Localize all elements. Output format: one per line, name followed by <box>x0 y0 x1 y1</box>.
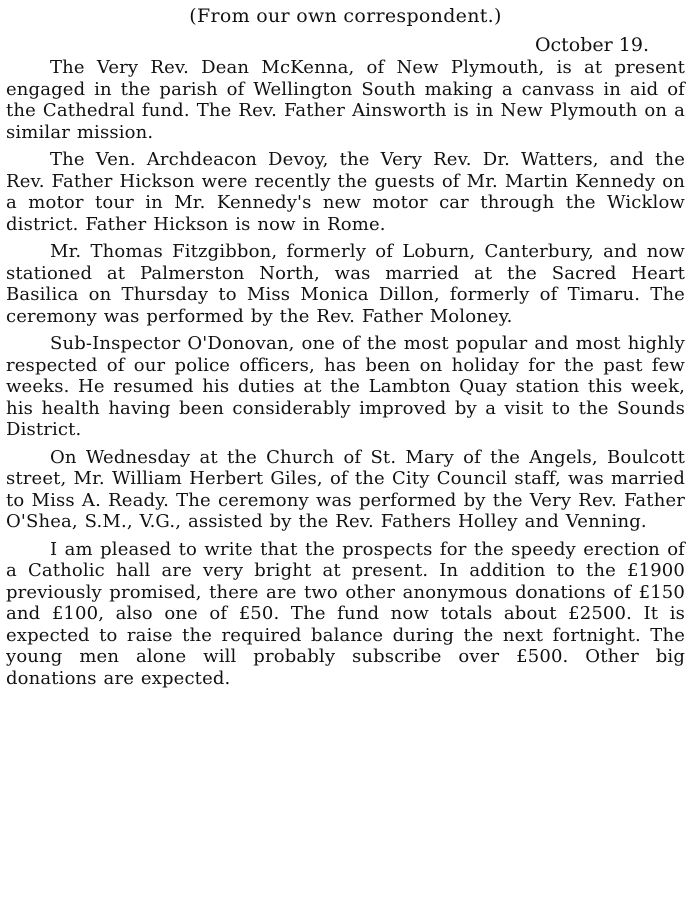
byline: (From our own correspondent.) <box>189 5 502 27</box>
paragraph-sub-inspector: Sub-Inspector O'Donovan, one of the most popular and most highly respected of our police officers, has been on holiday for the past few weeks. He resumed his duties at the Lambton Quay station this week, his health having been considerably improved by a visit to the Sounds District. <box>6 333 685 440</box>
paragraph-giles-wedding: On Wednesday at the Church of St. Mary of the Angels, Boulcott street, Mr. William Herbert Giles, of the City Council staff, was married to Miss A. Ready. The ceremony was performed by the Very Rev. Father O'Shea, S.M., V.G., assisted by the Rev. Fathers Holley and Venning. <box>6 446 685 532</box>
paragraph-motor-tour: The Ven. Archdeacon Devoy, the Very Rev. Dr. Watters, and the Rev. Father Hickson were recently the guests of Mr. Martin Kennedy on a motor tour in Mr. Kennedy's new motor car through the Wicklow district. Father Hickson is now in Rome. <box>6 149 685 235</box>
paragraph-dean-mckenna: The Very Rev. Dean McKenna, of New Plymouth, is at present engaged in the parish of Wellington South making a canvass in aid of the Cathedral fund. The Rev. Father Ainsworth is in New Plymouth on a similar mission. <box>6 57 685 143</box>
paragraph-fitzgibbon-wedding: Mr. Thomas Fitzgibbon, formerly of Loburn, Canterbury, and now stationed at Palmerston North, was married at the Sacred Heart Basilica on Thursday to Miss Monica Dillon, formerly of Timaru. The ceremony was performed by the Rev. Father Moloney. <box>6 241 685 327</box>
dateline: October 19. <box>534 34 649 56</box>
paragraph-catholic-hall: I am pleased to write that the prospects for the speedy erection of a Catholic hall are very bright at present. In addition to the £1900 previously promised, there are two other anonymous donations of £150 and £100, also one of £50. The fund now totals about £2500. It is expected to raise the required balance during the next fortnight. The young men alone will probably subscribe over £500. Other big donations are expected. <box>6 538 685 689</box>
